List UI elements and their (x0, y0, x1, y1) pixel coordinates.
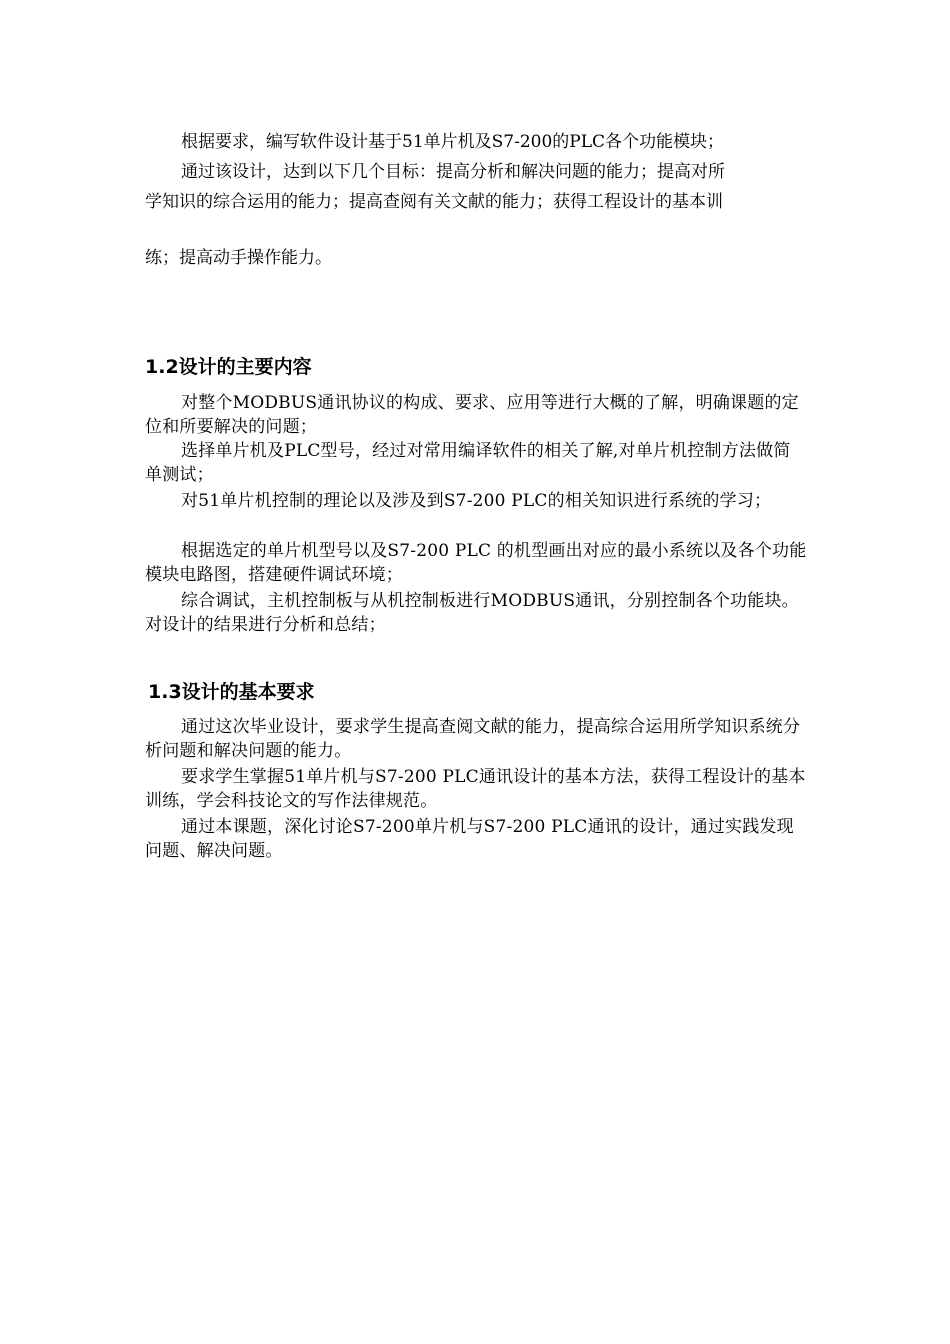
objective-paragraph-1: 根据要求，编写软件设计基于51单片机及S7-200的PLC各个功能模块； (181, 132, 725, 152)
section-heading-main-content: 1.2设计的主要内容 (145, 356, 312, 378)
requirement-paragraph-2: 要求学生掌握51单片机与S7-200 PLC通讯设计的基本方法，获得工程设计的基本训练，学会科技论文的写作法律规范。 (145, 767, 806, 811)
content-paragraph-4: 根据选定的单片机型号以及S7-200 PLC 的机型画出对应的最小系统以及各个功能模块电路图，搭建硬件调试环境； (145, 541, 807, 585)
content-paragraph-5: 综合调试，主机控制板与从机控制板进行MODBUS通讯，分别控制各个功能块。对设计的结果进行分析和总结； (145, 591, 799, 635)
content-paragraph-3: 对51单片机控制的理论以及涉及到S7-200 PLC的相关知识进行系统的学习； (181, 491, 772, 511)
content-paragraph-1: 对整个MODBUS通讯协议的构成、要求、应用等进行大概的了解，明确课题的定位和所要解决的问题； (145, 393, 799, 437)
requirement-paragraph-3: 通过本课题，深化讨论S7-200单片机与S7-200 PLC通讯的设计，通过实践发现问题、解决问题。 (145, 817, 794, 861)
objective-paragraph-2-line-1: 通过该设计，达到以下几个目标：提高分析和解决问题的能力；提高对所 (181, 162, 725, 182)
objective-paragraph-2-line-2: 学知识的综合运用的能力；提高查阅有关文献的能力；获得工程设计的基本训 (145, 192, 723, 212)
section-heading-basic-requirements: 1.3设计的基本要求 (148, 681, 315, 703)
requirement-paragraph-1: 通过这次毕业设计，要求学生提高查阅文献的能力，提高综合运用所学知识系统分析问题和解决问题的能力。 (145, 717, 801, 761)
content-paragraph-2: 选择单片机及PLC型号，经过对常用编译软件的相关了解,对单片机控制方法做简单测试； (145, 441, 791, 485)
objective-paragraph-2-line-3: 练；提高动手操作能力。 (145, 248, 332, 268)
